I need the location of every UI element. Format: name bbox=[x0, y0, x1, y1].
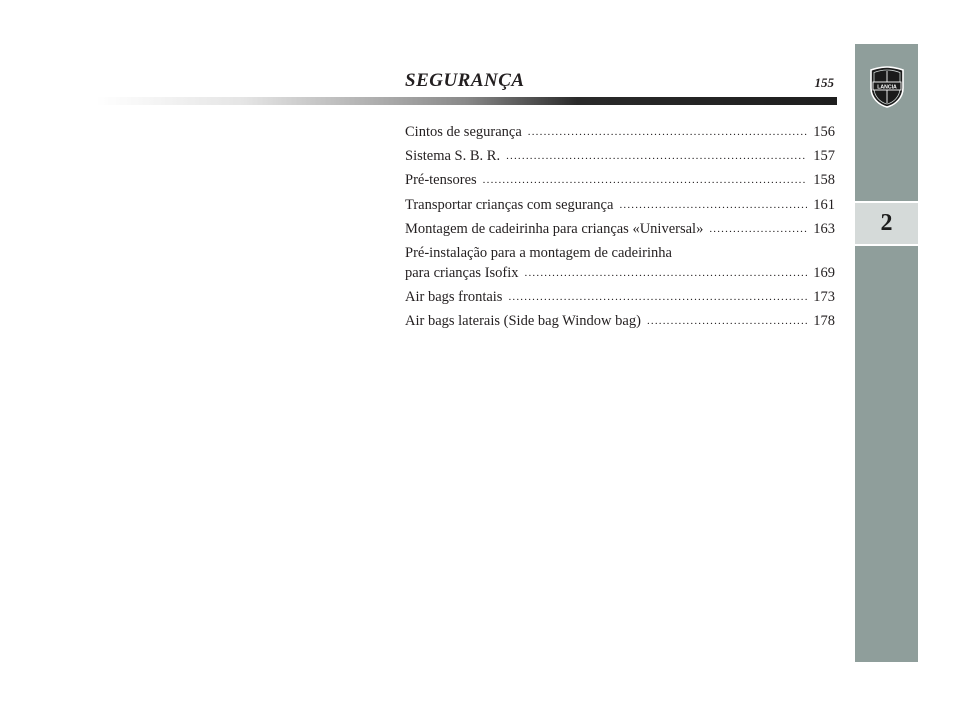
side-tab-bottom bbox=[855, 246, 918, 662]
toc-item-page: 163 bbox=[813, 220, 835, 237]
toc-item-label-line1: Pré-instalação para a montagem de cadeirinha bbox=[405, 244, 672, 261]
toc-leader bbox=[619, 195, 807, 215]
toc-item-label: Montagem de cadeirinha para crianças «Universal» bbox=[405, 220, 704, 237]
toc-item-label: Air bags laterais (Side bag Window bag) bbox=[405, 313, 641, 330]
toc-item[interactable] bbox=[405, 170, 835, 190]
toc-leader bbox=[528, 122, 807, 142]
toc-item[interactable] bbox=[405, 287, 835, 307]
toc-leader bbox=[508, 287, 807, 307]
toc-item-label: Cintos de segurança bbox=[405, 124, 522, 140]
table-of-contents bbox=[405, 122, 835, 336]
toc-item-label: para crianças Isofix bbox=[405, 264, 519, 281]
chapter-number: 2 bbox=[880, 210, 893, 236]
toc-leader bbox=[525, 263, 808, 283]
toc-leader bbox=[647, 311, 807, 331]
header-rule bbox=[95, 97, 837, 105]
chapter-tab[interactable] bbox=[855, 203, 918, 244]
page-number: 155 bbox=[814, 75, 834, 90]
lancia-logo-icon bbox=[868, 66, 906, 108]
toc-item-page: 161 bbox=[813, 196, 835, 213]
toc-leader bbox=[709, 219, 807, 239]
toc-item[interactable] bbox=[405, 146, 835, 166]
toc-item-label: Sistema S. B. R. bbox=[405, 148, 501, 165]
toc-item[interactable] bbox=[405, 195, 835, 215]
toc-leader bbox=[483, 170, 808, 190]
toc-item-page: 178 bbox=[813, 313, 835, 330]
toc-item-label: Transportar crianças com segurança bbox=[405, 196, 614, 213]
page-title: SEGURANÇA bbox=[405, 70, 525, 91]
toc-item[interactable] bbox=[405, 243, 835, 283]
toc-item-page: 156 bbox=[813, 124, 835, 140]
toc-item-page: 169 bbox=[813, 264, 835, 281]
toc-item[interactable] bbox=[405, 311, 835, 331]
toc-item[interactable] bbox=[405, 122, 835, 142]
toc-item-label: Pré-tensores bbox=[405, 172, 477, 189]
toc-leader bbox=[506, 146, 807, 166]
toc-item-page: 158 bbox=[813, 172, 835, 189]
logo-text: LANCIA bbox=[877, 84, 897, 91]
toc-item-page: 173 bbox=[813, 289, 835, 306]
toc-item-page: 157 bbox=[813, 148, 835, 165]
toc-item[interactable] bbox=[405, 219, 835, 239]
toc-item-label: Air bags frontais bbox=[405, 289, 503, 306]
